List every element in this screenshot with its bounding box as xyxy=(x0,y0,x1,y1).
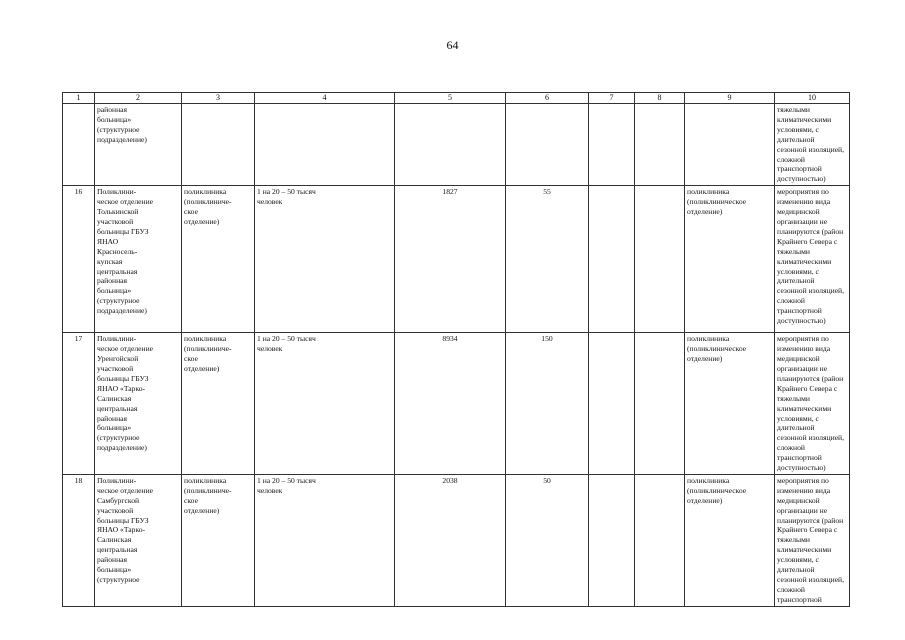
row-number-cell: 16 xyxy=(63,186,95,333)
header-cell: 8 xyxy=(635,93,685,104)
row-number-cell xyxy=(63,104,95,186)
facility-name-cell: Поликлини- ческое отделение Самбургской участковой больницы ГБУЗ ЯНАО «Тарко- Салинская центральная районная больница» (структурное xyxy=(95,474,182,606)
col8-cell xyxy=(635,474,685,606)
capacity-cell: 50 xyxy=(506,474,589,606)
measures-cell: мероприятия по изменению вида медицинской организации не планируются (район Крайнего Севера с тяжелыми климатическими условиями, с длительной сезонной изоляцией, сложной транспортной xyxy=(775,474,850,606)
table-row xyxy=(63,104,850,186)
facility-name-cell: Поликлини- ческое отделение Толькинской участковой больницы ГБУЗ ЯНАО Красносель- купская центральная районная больница» (структурное подразделение) xyxy=(95,186,182,333)
population-cell: 2038 xyxy=(395,474,506,606)
row-number-cell: 18 xyxy=(63,474,95,606)
population-cell xyxy=(395,104,506,186)
norm-cell: 1 на 20 – 50 тысяч человек xyxy=(255,474,395,606)
table-row xyxy=(63,474,850,606)
header-cell: 9 xyxy=(685,93,775,104)
facility-type-cell: поликлиника (поликлиниче- ское отделение) xyxy=(182,333,255,475)
norm-cell: 1 на 20 – 50 тысяч человек xyxy=(255,333,395,475)
facility-type-cell xyxy=(182,104,255,186)
table-row xyxy=(63,186,850,333)
col7-cell xyxy=(589,333,635,475)
facilities-table xyxy=(62,92,850,607)
header-cell: 3 xyxy=(182,93,255,104)
capacity-cell xyxy=(506,104,589,186)
header-cell: 10 xyxy=(775,93,850,104)
header-cell: 7 xyxy=(589,93,635,104)
header-cell: 4 xyxy=(255,93,395,104)
target-type-cell: поликлиника (поликлиническое отделение) xyxy=(685,186,775,333)
facility-name-cell: районная больница» (структурное подразделение) xyxy=(95,104,182,186)
norm-cell: 1 на 20 – 50 тысяч человек xyxy=(255,186,395,333)
col7-cell xyxy=(589,186,635,333)
population-cell: 1827 xyxy=(395,186,506,333)
capacity-cell: 150 xyxy=(506,333,589,475)
target-type-cell: поликлиника (поликлиническое отделение) xyxy=(685,333,775,475)
norm-cell xyxy=(255,104,395,186)
table-row xyxy=(63,333,850,475)
col7-cell xyxy=(589,104,635,186)
col7-cell xyxy=(589,474,635,606)
facility-type-cell: поликлиника (поликлиниче- ское отделение) xyxy=(182,474,255,606)
target-type-cell xyxy=(685,104,775,186)
col8-cell xyxy=(635,333,685,475)
col8-cell xyxy=(635,186,685,333)
page-number: 64 xyxy=(446,38,459,52)
header-cell: 2 xyxy=(95,93,182,104)
target-type-cell: поликлиника (поликлиническое отделение) xyxy=(685,474,775,606)
row-number-cell: 17 xyxy=(63,333,95,475)
facility-type-cell: поликлиника (поликлиниче- ское отделение) xyxy=(182,186,255,333)
measures-cell: тяжелыми климатическими условиями, с длительной сезонной изоляцией, сложной транспортной доступностью) xyxy=(775,104,850,186)
facility-name-cell: Поликлини- ческое отделение Уренгойской участковой больницы ГБУЗ ЯНАО «Тарко- Салинская центральная районная больница» (структурное подразделение) xyxy=(95,333,182,475)
col8-cell xyxy=(635,104,685,186)
capacity-cell: 55 xyxy=(506,186,589,333)
header-cell: 5 xyxy=(395,93,506,104)
header-cell: 6 xyxy=(506,93,589,104)
header-row xyxy=(63,93,850,104)
population-cell: 8934 xyxy=(395,333,506,475)
measures-cell: мероприятия по изменению вида медицинской организации не планируются (район Крайнего Севера с тяжелыми климатическими условиями, с длительной сезонной изоляцией, сложной транспортной доступностью) xyxy=(775,186,850,333)
measures-cell: мероприятия по изменению вида медицинской организации не планируются (район Крайнего Севера с тяжелыми климатическими условиями, с длительной сезонной изоляцией, сложной транспортной доступностью) xyxy=(775,333,850,475)
header-cell: 1 xyxy=(63,93,95,104)
